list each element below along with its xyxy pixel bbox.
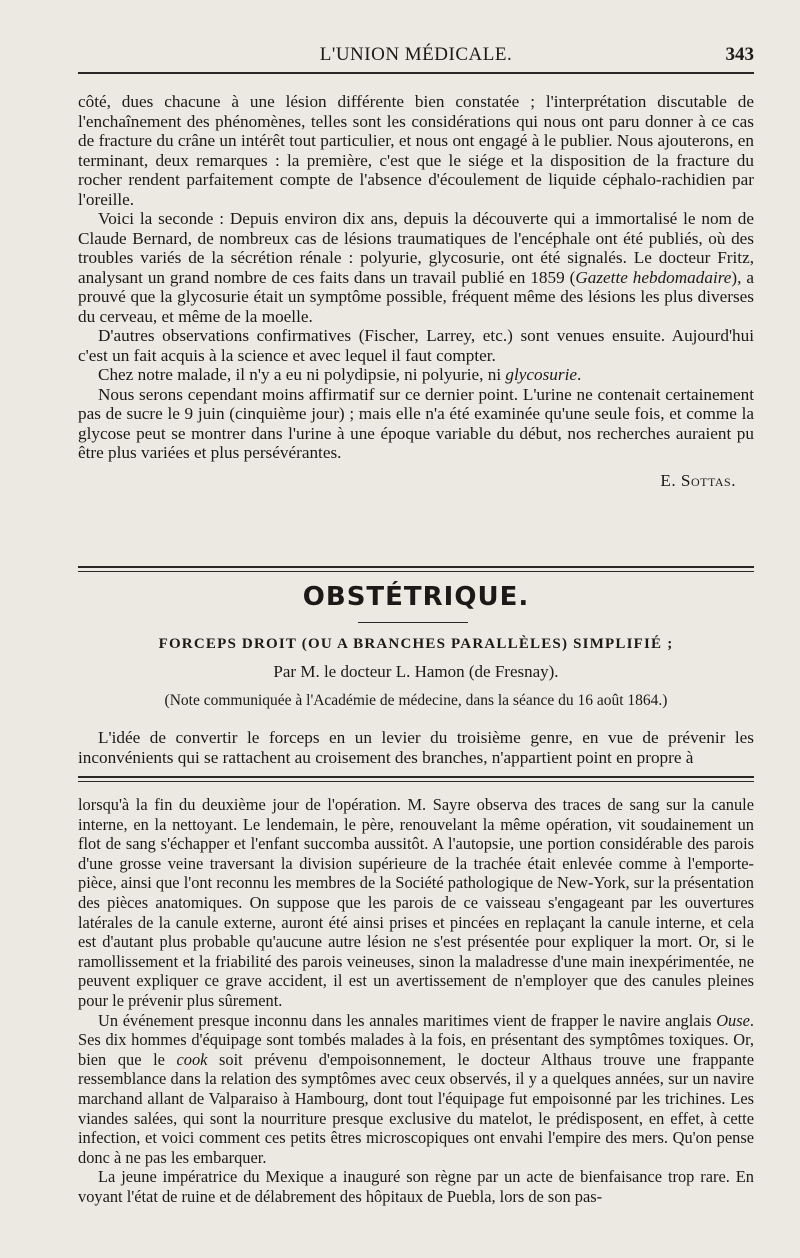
running-title: L'UNION MÉDICALE. — [319, 44, 513, 65]
article-intro — [78, 728, 754, 767]
section-title: OBSTÉTRIQUE. — [302, 582, 530, 612]
paragraph: Voici la seconde : Depuis environ dix ans, depuis la découverte qui a immortalisé le nom de Claude Bernard, de nombreux cas de lésions traumatiques de l'encéphale ont été publiés, où des troubles variés de la sécrétion rénale : polyurie, glycosurie, ont été signalés. Le docteur Fritz, analysant un grand nombre de ces faits dans un travail publié en 1859 (Gazette hebdomadaire), a prouvé que la glycosurie était un symptôme possible, fréquent même des lésions les plus diverses du cerveau, et même de la moelle. — [78, 209, 754, 326]
paragraph: côté, dues chacune à une lésion différente bien constatée ; l'interprétation discutable de l'enchaînement des phénomènes, telles sont les considérations qui nous ont paru donner à ce cas de fracture du crâne un intérêt tout particulier, et nous ont engagé à le publier. Nous ajouterons, en terminant, deux remarques : la première, c'est que le siége et la disposition de la fracture du rocher rendent parfaitement compte de l'absence d'écoulement de liquide céphalo-rachidien par l'oreille. — [78, 92, 754, 209]
article-title: FORCEPS DROIT (OU A BRANCHES PARALLÈLES) SIMPLIFIÉ ; — [158, 636, 674, 652]
bottom-column-body — [78, 795, 754, 1206]
top-article-body — [78, 92, 754, 490]
paragraph: lorsqu'à la fin du deuxième jour de l'opération. M. Sayre observa des traces de sang sur la canule interne, en la nettoyant. Le lendemain, le père, renouvelant la même opération, vit soudainement un flot de sang s'échapper et l'enfant succomba aussitôt. A l'autopsie, une portion considérable des parois d'une grosse veine traversant la division supérieure de la trachée était enlevée comme à l'emporte-pièce, ainsi que l'ont reconnu les membres de la Société pathologique de New-York, sur la présentation des pièces anatomiques. On suppose que les parois de ce vaisseau s'engageant par les ouvertures latérales de la canule externe, auront été ainsi prises et pincées en replaçant la canule interne, et cela est d'autant plus probable qu'aucune autre lésion ne s'est présentée pour expliquer la mort. Or, si le ramollissement et la friabilité des parois veineuses, sinon la maladresse d'une main inexpérimentée, ne peuvent expliquer ce grave accident, il est un avertissement de n'employer que des canules pleines pour le prévenir plus sûrement. — [78, 795, 754, 1010]
paragraph: Nous serons cependant moins affirmatif sur ce dernier point. L'urine ne contenait certainement pas de sucre le 9 juin (cinquième jour) ; mais elle n'a été examinée qu'une seule fois, et comme la glycose peut se montrer dans l'urine à une époque variable du début, nos recherches auraient pu être plus variées et plus persévérantes. — [78, 384, 754, 462]
page-number: 343 — [725, 44, 754, 65]
paragraph: L'idée de convertir le forceps en un levier du troisième genre, en vue de prévenir les inconvénients qui se rattachent au croisement des branches, n'appartient point en propre à — [78, 728, 754, 767]
author-signature: E. Sottas. — [660, 470, 736, 490]
column-divider — [78, 776, 754, 782]
article-note: (Note communiquée à l'Académie de médecine, dans la séance du 16 août 1864.) — [164, 692, 668, 709]
header-rule — [78, 72, 754, 74]
article-author: Par M. le docteur L. Hamon (de Fresnay). — [273, 662, 559, 681]
paragraph: La jeune impératrice du Mexique a inauguré son règne par un acte de bienfaisance trop rare. En voyant l'état de ruine et de délabrement des hôpitaux de Puebla, lors de son pas- — [78, 1167, 754, 1206]
paragraph: D'autres observations confirmatives (Fischer, Larrey, etc.) sont venues ensuite. Aujourd'hui c'est un fait acquis à la science et avec lequel il faut compter. — [78, 326, 754, 365]
title-underline — [358, 622, 468, 623]
running-header — [78, 42, 754, 70]
paragraph: Chez notre malade, il n'y a eu ni polydipsie, ni polyurie, ni glycosurie. — [98, 365, 582, 384]
section-divider — [78, 566, 754, 572]
paragraph: Un événement presque inconnu dans les annales maritimes vient de frapper le navire anglais Ouse. Ses dix hommes d'équipage sont tombés malades à la fois, en présentant des symptômes toxiques. Or, bien que le cook soit prévenu d'empoisonnement, le docteur Althaus trouve une frappante ressemblance dans la relation des symptômes avec ceux observés, il y a quelques années, sur un navire marchand allant de Valparaiso à Hambourg, dont tout l'équipage fut empoisonné par les trichines. Les viandes salées, qui sont la nourriture presque exclusive du matelot, le prédisposent, en effet, à cette infection, et voici comment ces petits êtres microscopiques ont envahi l'empire des mers. Qu'on pense donc à ne pas les embarquer. — [78, 1010, 754, 1167]
